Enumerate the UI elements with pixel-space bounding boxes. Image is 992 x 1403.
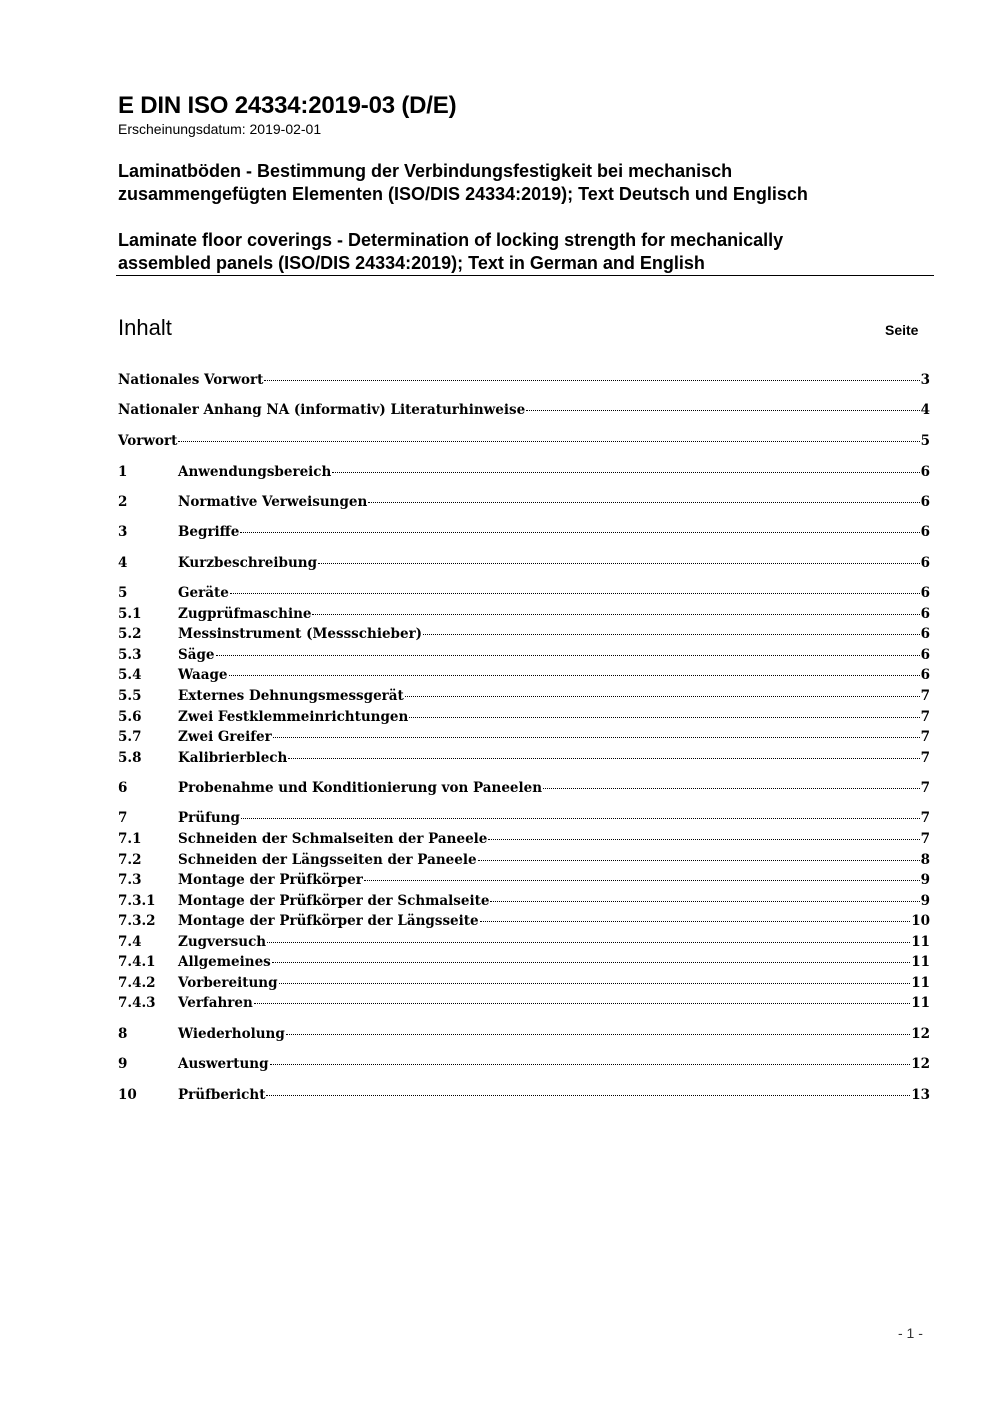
toc-entry[interactable] [118,913,930,933]
toc-entry-number: 6 [118,780,128,796]
toc-entry-number: 3 [118,524,128,540]
toc-entry-page: 11 [911,995,930,1011]
toc-entry[interactable] [118,872,930,892]
toc-dot-leader [178,441,919,442]
toc-dot-leader [488,839,919,840]
toc-dot-leader [543,788,920,789]
toc-entry-page: 12 [911,1026,930,1042]
toc-entry-label: Begriffe [178,524,240,540]
toc-dot-leader [264,380,919,381]
toc-entry-page: 6 [920,555,930,571]
toc-entry-label: Normative Verweisungen [178,494,368,510]
toc-entry-number: 7.3 [118,872,142,888]
toc-entry-number: 5.8 [118,750,142,766]
toc-entry[interactable] [118,810,930,830]
toc-entry-number: 4 [118,555,128,571]
title-english-line-2: assembled panels (ISO/DIS 24334:2019); Text in German and English [118,253,705,273]
toc-dot-leader [272,962,910,963]
toc-dot-leader [230,593,920,594]
toc-entry-label: Geräte [178,585,229,601]
toc-entry-page: 6 [920,585,930,601]
toc-dot-leader [254,1003,910,1004]
toc-entry-label: Nationales Vorwort [118,372,264,388]
toc-entry[interactable] [118,372,930,392]
toc-entry-number: 7.3.1 [118,893,156,909]
toc-entry-page: 13 [911,1087,930,1103]
toc-entry[interactable] [118,975,930,995]
toc-dot-leader [229,675,920,676]
title-german-line-2: zusammengefügten Elementen (ISO/DIS 24334:2019); Text Deutsch und Englisch [118,184,808,204]
publication-date: Erscheinungsdatum: 2019-02-01 [118,121,322,137]
title-english [118,229,933,275]
toc-entry-page: 11 [911,954,930,970]
toc-entry-page: 5 [920,433,930,449]
toc-entry-label: Messinstrument (Messschieber) [178,626,423,642]
toc-entry-number: 5 [118,585,128,601]
toc-entry-page: 4 [920,402,930,418]
toc-dot-leader [266,1095,910,1096]
toc-entry[interactable] [118,433,930,453]
toc-entry-label: Probenahme und Konditionierung von Paneelen [178,780,543,796]
toc-entry-label: Wiederholung [178,1026,285,1042]
toc-entry-page: 7 [920,810,930,826]
toc-entry-page: 9 [920,872,930,888]
toc-entry-page: 7 [920,831,930,847]
toc-dot-leader [364,880,920,881]
toc-entry-number: 7 [118,810,128,826]
toc-entry-number: 9 [118,1056,128,1072]
toc-entry-page: 10 [911,913,930,929]
toc-entry[interactable] [118,626,930,646]
toc-entry-number: 5.3 [118,647,142,663]
toc-entry-page: 6 [920,647,930,663]
toc-entry[interactable] [118,934,930,954]
toc-entry-label: Prüfung [178,810,240,826]
toc-entry-number: 5.5 [118,688,142,704]
toc-entry-label: Verfahren [178,995,253,1011]
toc-entry-label: Waage [178,667,228,683]
toc-dot-leader [368,502,919,503]
toc-entry-page: 3 [920,372,930,388]
toc-entry-page: 6 [920,606,930,622]
toc-entry-number: 5.2 [118,626,142,642]
toc-entry-number: 1 [118,464,128,480]
toc-entry-number: 7.4.2 [118,975,156,991]
toc-entry-number: 5.6 [118,709,142,725]
toc-dot-leader [241,818,920,819]
toc-dot-leader [409,717,919,718]
page-number: - 1 - [898,1325,923,1341]
toc-entry-label: Zwei Festklemmeinrichtungen [178,709,409,725]
toc-entry-number: 10 [118,1087,137,1103]
toc-entry-page: 6 [920,667,930,683]
toc-dot-leader [312,614,919,615]
toc-dot-leader [480,921,911,922]
toc-entry[interactable] [118,1056,930,1076]
toc-entry-page: 7 [920,729,930,745]
toc-dot-leader [273,737,920,738]
toc-entry-label: Auswertung [178,1056,269,1072]
title-english-line-1: Laminate floor coverings - Determination of locking strength for mechanically [118,230,784,250]
toc-heading: Inhalt [118,315,172,340]
toc-entry-number: 7.2 [118,852,142,868]
toc-dot-leader [490,901,919,902]
toc-entry-page: 11 [911,975,930,991]
toc-entry-number: 7.4 [118,934,142,950]
toc-entry-label: Allgemeines [178,954,271,970]
toc-entry-number: 7.4.3 [118,995,156,1011]
toc-dot-leader [332,472,919,473]
title-german [118,160,933,206]
toc-entry-number: 7.3.2 [118,913,156,929]
toc-entry-page: 7 [920,688,930,704]
toc-dot-leader [279,983,911,984]
toc-entry-label: Schneiden der Schmalseiten der Paneele [178,831,488,847]
toc-entry-label: Vorwort [118,433,178,449]
toc-dot-leader [288,758,919,759]
toc-entry[interactable] [118,831,930,851]
toc-entry-label: Prüfbericht [178,1087,266,1103]
toc-entry[interactable] [118,780,930,800]
toc-dot-leader [318,563,920,564]
toc-entry-label: Externes Dehnungsmessgerät [178,688,404,704]
title-german-line-1: Laminatböden - Bestimmung der Verbindungsfestigkeit bei mechanisch [118,161,733,181]
toc-entry[interactable] [118,494,930,514]
toc-entry-label: Nationaler Anhang NA (informativ) Literaturhinweise [118,402,526,418]
toc-entry[interactable] [118,667,930,687]
toc-entry[interactable] [118,585,930,605]
toc-dot-leader [423,634,920,635]
toc-entry-number: 5.1 [118,606,142,622]
toc-entry[interactable] [118,995,930,1015]
toc-dot-leader [240,532,919,533]
toc-entry-number: 8 [118,1026,128,1042]
toc-page-column-label: Seite [885,322,919,338]
toc-entry[interactable] [118,464,930,484]
toc-entry-label: Kurzbeschreibung [178,555,318,571]
toc-entry-label: Montage der Prüfkörper [178,872,363,888]
toc-entry[interactable] [118,688,930,708]
toc-entry-label: Kalibrierblech [178,750,288,766]
toc-entry-page: 7 [920,750,930,766]
toc-entry-page: 7 [920,709,930,725]
toc-entry-page: 9 [920,893,930,909]
toc-entry[interactable] [118,606,930,626]
toc-entry-page: 6 [920,464,930,480]
toc-entry-label: Montage der Prüfkörper der Längsseite [178,913,479,929]
toc-entry[interactable] [118,1087,930,1107]
toc-entry-page: 7 [920,780,930,796]
toc-entry-page: 6 [920,626,930,642]
toc-entry[interactable] [118,852,930,872]
toc-entry-label: Montage der Prüfkörper der Schmalseite [178,893,490,909]
toc-entry-label: Anwendungsbereich [178,464,332,480]
toc-entry[interactable] [118,893,930,913]
toc-entry-label: Zugversuch [178,934,267,950]
toc-entry[interactable] [118,524,930,544]
toc-dot-leader [267,942,910,943]
document-title: E DIN ISO 24334:2019-03 (D/E) [118,92,457,119]
toc-entry[interactable] [118,555,930,575]
title-divider [116,275,934,276]
toc-entry[interactable] [118,647,930,667]
toc-entry[interactable] [118,729,930,749]
toc-entry-number: 5.4 [118,667,142,683]
toc-entry[interactable] [118,750,930,770]
toc-entry[interactable] [118,1026,930,1046]
toc-entry-label: Vorbereitung [178,975,278,991]
toc-entry-page: 6 [920,524,930,540]
toc-entry-number: 2 [118,494,128,510]
toc-entry-label: Zwei Greifer [178,729,272,745]
toc-entry-number: 7.4.1 [118,954,156,970]
toc-dot-leader [286,1034,910,1035]
toc-entry[interactable] [118,402,930,422]
toc-entry-label: Zugprüfmaschine [178,606,312,622]
toc-entry-page: 8 [920,852,930,868]
toc-entry-page: 6 [920,494,930,510]
toc-entry[interactable] [118,954,930,974]
toc-dot-leader [216,655,920,656]
toc-entry-number: 5.7 [118,729,142,745]
toc-entry-page: 11 [911,934,930,950]
toc-entry-label: Schneiden der Längsseiten der Paneele [178,852,477,868]
toc-dot-leader [405,696,920,697]
toc-dot-leader [526,410,919,411]
toc-entry-page: 12 [911,1056,930,1072]
toc-entry-number: 7.1 [118,831,142,847]
toc-entry[interactable] [118,709,930,729]
toc-dot-leader [478,860,920,861]
toc-entry-label: Säge [178,647,215,663]
toc-dot-leader [270,1064,911,1065]
